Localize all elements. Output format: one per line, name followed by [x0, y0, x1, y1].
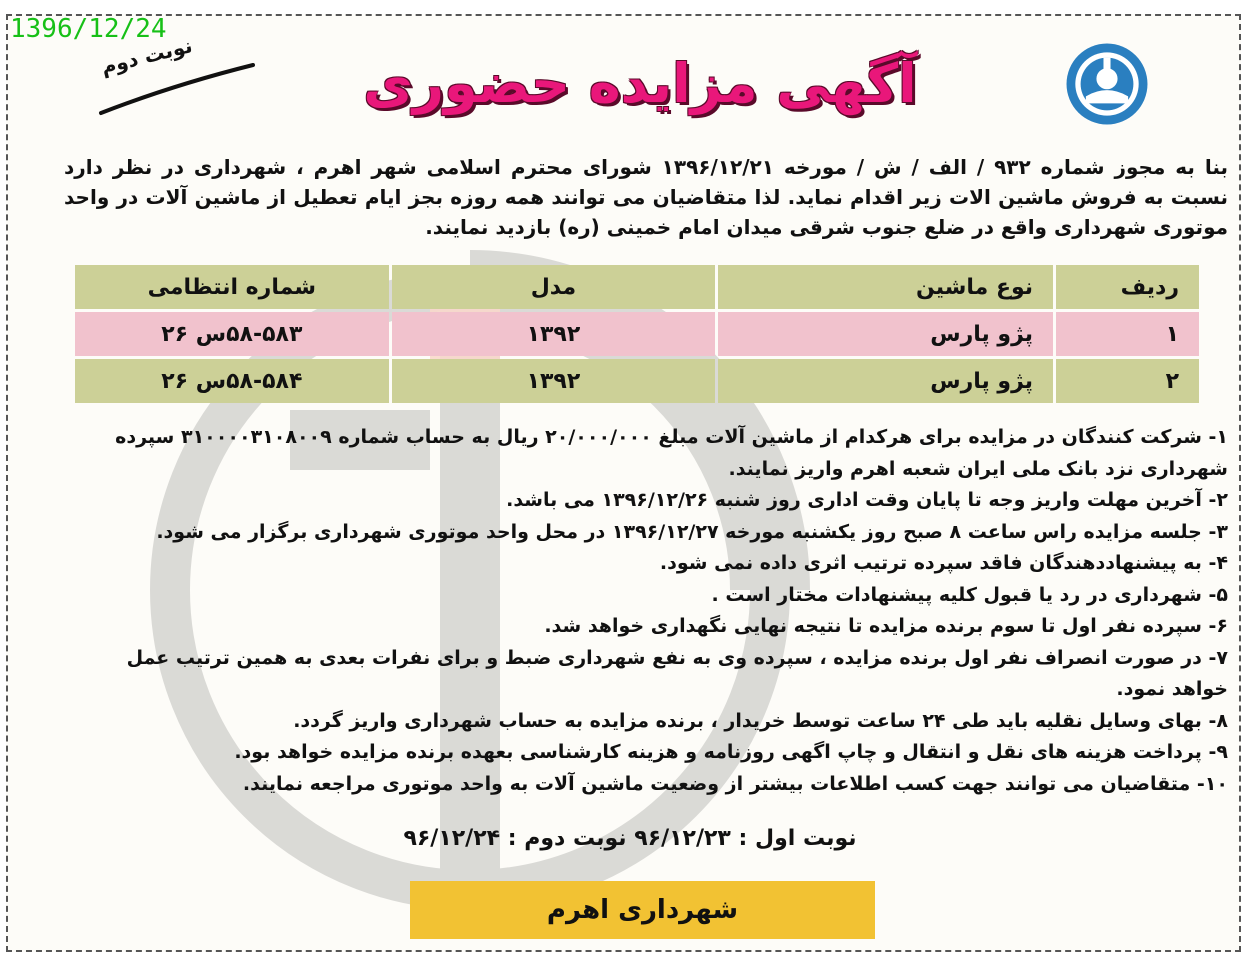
machines-table — [72, 262, 1202, 406]
term-item: ۱۰- متقاضیان می توانند جهت کسب اطلاعات بیشتر از وضعیت ماشین آلات به واحد موتوری مراجعه نمایند. — [242, 772, 1228, 795]
header-model: مدل — [392, 265, 716, 309]
second-turn-badge: نوبت دوم — [98, 33, 195, 79]
terms-list — [64, 422, 1228, 800]
municipality-logo-icon — [1063, 40, 1151, 128]
table-row — [75, 312, 1199, 356]
cell-plate-number: ۵۸-۵۸۴س ۲۶ — [75, 359, 389, 403]
cell-model: ۱۳۹۲ — [392, 312, 716, 356]
cell-machine-type: پژو پارس — [718, 312, 1053, 356]
publication-dates: نوبت اول : ۹۶/۱۲/۲۳ نوبت دوم : ۹۶/۱۲/۲۴ — [403, 826, 857, 851]
intro-paragraph: بنا به مجوز شماره ۹۳۲ / الف / ش / مورخه ۱۳۹۶/۱۲/۲۱ شورای محترم اسلامی شهر اهرم ، شهرداری در نظر دارد نسبت به فروش ماشین الات زیر اقدام نماید. لذا متقاضیان می توانند همه روزه بجز ایام تعطیل از ماشین آلات در واحد موتوری شهرداری واقع در ضلع جنوب شرقی میدان امام خمینی (ره) بازدید نمایند. — [64, 155, 1228, 239]
turn-underline-icon — [93, 55, 263, 125]
term-item: ۱- شرکت کنندگان در مزایده برای هرکدام از ماشین آلات مبلغ ۲۰/۰۰۰/۰۰۰ ریال به حساب شماره ۳۱۰۰۰۰۳۱۰۸۰۰۹ سپرده شهرداری نزد بانک ملی ایران شعبه اهرم واریز نمایند. — [115, 426, 1228, 480]
cell-plate-number: ۵۸-۵۸۳س ۲۶ — [75, 312, 389, 356]
term-item: ۹- پرداخت هزینه های نقل و انتقال و چاپ اگهی روزنامه و هزینه کارشناسی بعهده برنده مزایده خواهد بود. — [234, 741, 1228, 763]
header-machine-type: نوع ماشین — [718, 265, 1053, 309]
term-item: ۸- بهای وسایل نقلیه باید طی ۲۴ ساعت توسط خریدار ، برنده مزایده به حساب شهرداری واریز گردد. — [293, 709, 1228, 732]
cell-model: ۱۳۹۲ — [392, 359, 716, 403]
date-stamp: 1396/12/24 — [10, 14, 167, 44]
cell-row-number: ۲ — [1056, 359, 1199, 403]
page-title: آگهی مزایده حضوری — [363, 52, 917, 115]
cell-row-number: ۱ — [1056, 312, 1199, 356]
issuer-footer — [410, 881, 875, 939]
header-plate-number: شماره انتظامی — [75, 265, 389, 309]
table-header-row — [75, 265, 1199, 309]
table-row — [75, 359, 1199, 403]
term-item: ۵- شهرداری در رد یا قبول کلیه پیشنهادات مختار است . — [711, 583, 1228, 606]
header-row-number: ردیف — [1056, 265, 1199, 309]
issuer-name: شهرداری اهرم — [546, 895, 739, 925]
term-item: ۲- آخرین مهلت واریز وجه تا پایان وقت اداری روز شنبه ۱۳۹۶/۱۲/۲۶ می باشد. — [506, 489, 1228, 511]
term-item: ۷- در صورت انصراف نفر اول برنده مزایده ، سپرده وی به نفع شهرداری ضبط و برای نفرات بعدی به همین ترتیب عمل خواهد نمود. — [126, 646, 1228, 700]
term-item: ۳- جلسه مزایده راس ساعت ۸ صبح روز یکشنبه مورخه ۱۳۹۶/۱۲/۲۷ در محل واحد موتوری شهرداری برگزار می شود. — [156, 520, 1228, 543]
cell-machine-type: پژو پارس — [718, 359, 1053, 403]
term-item: ۴- به پیشنهاددهندگان فاقد سپرده ترتیب اثری داده نمی شود. — [659, 552, 1228, 574]
term-item: ۶- سپرده نفر اول تا سوم برنده مزایده تا نتیجه نهایی نگهداری خواهد شد. — [544, 615, 1228, 637]
